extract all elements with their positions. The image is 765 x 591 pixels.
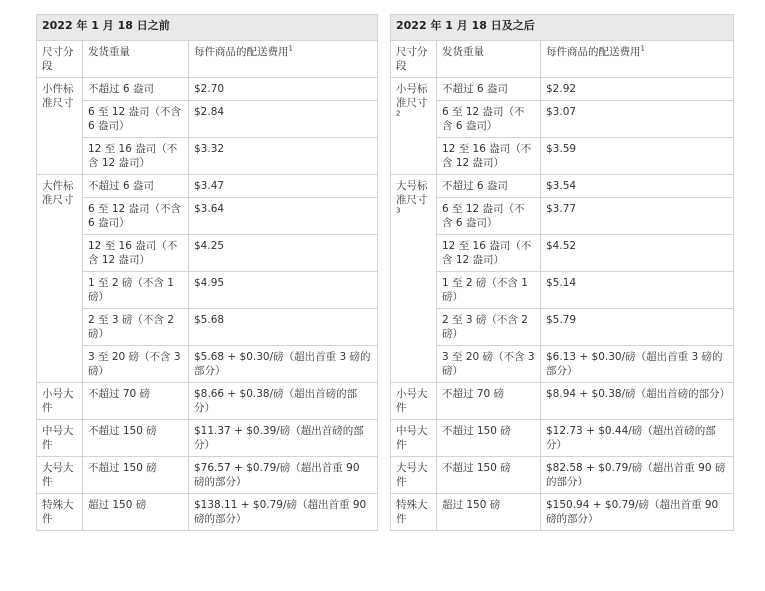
- weight-cell: 1 至 2 磅（不含 1 磅）: [437, 272, 541, 309]
- column-header-tier: 尺寸分段: [391, 41, 437, 78]
- fee-cell: $2.70: [189, 78, 378, 101]
- footnote-marker: 1: [640, 44, 645, 53]
- fee-cell: $4.25: [189, 235, 378, 272]
- weight-cell: 超过 150 磅: [83, 494, 189, 531]
- weight-cell: 不超过 150 磅: [437, 420, 541, 457]
- fee-cell: $3.07: [541, 101, 734, 138]
- fee-cell: $150.94 + $0.79/磅（超出首重 90 磅的部分）: [541, 494, 734, 531]
- weight-cell: 3 至 20 磅（不含 3 磅）: [83, 346, 189, 383]
- fee-cell: $3.47: [189, 175, 378, 198]
- size-tier-label: 大号大件: [396, 462, 428, 488]
- size-tier-cell: [391, 457, 437, 494]
- fee-cell: $12.73 + $0.44/磅（超出首磅的部分）: [541, 420, 734, 457]
- fee-cell: $11.37 + $0.39/磅（超出首磅的部分）: [189, 420, 378, 457]
- column-header-fee-label: 每件商品的配送费用: [546, 46, 641, 58]
- table-row: [391, 346, 734, 383]
- table-row: [391, 78, 734, 101]
- table-row: [391, 235, 734, 272]
- weight-cell: 不超过 70 磅: [437, 383, 541, 420]
- footnote-marker: 3: [396, 206, 401, 215]
- fee-cell: $8.66 + $0.38/磅（超出首磅的部分）: [189, 383, 378, 420]
- size-tier-cell: [391, 494, 437, 531]
- table-row: [391, 309, 734, 346]
- fee-cell: $4.52: [541, 235, 734, 272]
- table-row: [37, 494, 378, 531]
- weight-cell: 不超过 150 磅: [83, 420, 189, 457]
- fee-table-before: [36, 14, 378, 531]
- fee-cell: $6.13 + $0.30/磅（超出首重 3 磅的部分）: [541, 346, 734, 383]
- fee-cell: $3.54: [541, 175, 734, 198]
- table-row: [37, 175, 378, 198]
- weight-cell: 6 至 12 盎司（不含 6 盎司）: [437, 198, 541, 235]
- column-header-fee-label: 每件商品的配送费用: [194, 46, 289, 58]
- column-header-weight: 发货重量: [83, 41, 189, 78]
- table-row: [37, 235, 378, 272]
- table-row: [391, 494, 734, 531]
- table-row: [37, 101, 378, 138]
- table-row: [37, 420, 378, 457]
- size-tier-label: 小号大件: [42, 388, 74, 414]
- size-tier-label: 大件标准尺寸: [42, 180, 74, 206]
- table-row: [37, 78, 378, 101]
- column-header-tier: 尺寸分段: [37, 41, 83, 78]
- weight-cell: 2 至 3 磅（不含 2 磅）: [437, 309, 541, 346]
- size-tier-cell: [391, 383, 437, 420]
- size-tier-label: 大号标准尺寸: [396, 180, 428, 206]
- fee-cell: $2.92: [541, 78, 734, 101]
- table-row: [391, 138, 734, 175]
- header-row: [391, 41, 734, 78]
- table-row: [391, 175, 734, 198]
- weight-cell: 超过 150 磅: [437, 494, 541, 531]
- fee-cell: $138.11 + $0.79/磅（超出首重 90 磅的部分）: [189, 494, 378, 531]
- table-row: [391, 457, 734, 494]
- size-tier-cell: [37, 383, 83, 420]
- weight-cell: 12 至 16 盎司（不含 12 盎司）: [83, 235, 189, 272]
- weight-cell: 不超过 6 盎司: [83, 175, 189, 198]
- table-row: [37, 346, 378, 383]
- size-tier-cell: [37, 494, 83, 531]
- footnote-marker: 2: [396, 109, 401, 118]
- weight-cell: 1 至 2 磅（不含 1 磅）: [83, 272, 189, 309]
- size-tier-label: 中号大件: [396, 425, 428, 451]
- fee-cell: $3.77: [541, 198, 734, 235]
- fee-cell: $82.58 + $0.79/磅（超出首重 90 磅的部分）: [541, 457, 734, 494]
- table-body: [391, 41, 734, 531]
- fee-cell: $3.64: [189, 198, 378, 235]
- weight-cell: 不超过 150 磅: [437, 457, 541, 494]
- weight-cell: 不超过 150 磅: [83, 457, 189, 494]
- fee-cell: $4.95: [189, 272, 378, 309]
- weight-cell: 12 至 16 盎司（不含 12 盎司）: [83, 138, 189, 175]
- table-row: [37, 457, 378, 494]
- weight-cell: 不超过 70 磅: [83, 383, 189, 420]
- weight-cell: 不超过 6 盎司: [437, 78, 541, 101]
- weight-cell: 12 至 16 盎司（不含 12 盎司）: [437, 138, 541, 175]
- table-row: [391, 272, 734, 309]
- table-row: [391, 383, 734, 420]
- weight-cell: 3 至 20 磅（不含 3 磅）: [437, 346, 541, 383]
- size-tier-label: 小号大件: [396, 388, 428, 414]
- table-row: [37, 383, 378, 420]
- table-row: [37, 138, 378, 175]
- table-row: [37, 309, 378, 346]
- size-tier-cell: [37, 420, 83, 457]
- fee-cell: $5.68: [189, 309, 378, 346]
- table-row: [391, 101, 734, 138]
- table-row: [391, 420, 734, 457]
- column-header-weight: 发货重量: [437, 41, 541, 78]
- weight-cell: 6 至 12 盎司（不含 6 盎司）: [83, 101, 189, 138]
- size-tier-label: 小件标准尺寸: [42, 83, 74, 109]
- size-tier-cell: [391, 420, 437, 457]
- table-row: [37, 198, 378, 235]
- size-tier-label: 小号标准尺寸: [396, 83, 428, 109]
- fee-cell: $2.84: [189, 101, 378, 138]
- size-tier-label: 特殊大件: [396, 499, 428, 525]
- table-row: [37, 272, 378, 309]
- size-tier-cell: [391, 175, 437, 383]
- fee-cell: $5.68 + $0.30/磅（超出首重 3 磅的部分）: [189, 346, 378, 383]
- fee-cell: $3.59: [541, 138, 734, 175]
- weight-cell: 不超过 6 盎司: [437, 175, 541, 198]
- weight-cell: 6 至 12 盎司（不含 6 盎司）: [83, 198, 189, 235]
- fee-cell: $5.14: [541, 272, 734, 309]
- size-tier-cell: [37, 175, 83, 383]
- weight-cell: 6 至 12 盎司（不含 6 盎司）: [437, 101, 541, 138]
- table-title: 2022 年 1 月 18 日及之后: [391, 15, 734, 41]
- table-row: [391, 198, 734, 235]
- footnote-marker: 1: [288, 44, 293, 53]
- fee-table: [390, 14, 734, 531]
- fee-cell: $3.32: [189, 138, 378, 175]
- weight-cell: 12 至 16 盎司（不含 12 盎司）: [437, 235, 541, 272]
- header-row: [37, 41, 378, 78]
- fee-cell: $5.79: [541, 309, 734, 346]
- column-header-fee: [189, 41, 378, 78]
- fee-cell: $8.94 + $0.38/磅（超出首磅的部分）: [541, 383, 734, 420]
- size-tier-cell: [37, 78, 83, 175]
- size-tier-cell: [391, 78, 437, 175]
- table-body: [37, 41, 378, 531]
- weight-cell: 2 至 3 磅（不含 2 磅）: [83, 309, 189, 346]
- fee-table: [36, 14, 378, 531]
- size-tier-label: 特殊大件: [42, 499, 74, 525]
- column-header-fee: [541, 41, 734, 78]
- table-title: 2022 年 1 月 18 日之前: [37, 15, 378, 41]
- size-tier-cell: [37, 457, 83, 494]
- weight-cell: 不超过 6 盎司: [83, 78, 189, 101]
- size-tier-label: 大号大件: [42, 462, 74, 488]
- fee-cell: $76.57 + $0.79/磅（超出首重 90 磅的部分）: [189, 457, 378, 494]
- fee-table-after: [390, 14, 734, 531]
- size-tier-label: 中号大件: [42, 425, 74, 451]
